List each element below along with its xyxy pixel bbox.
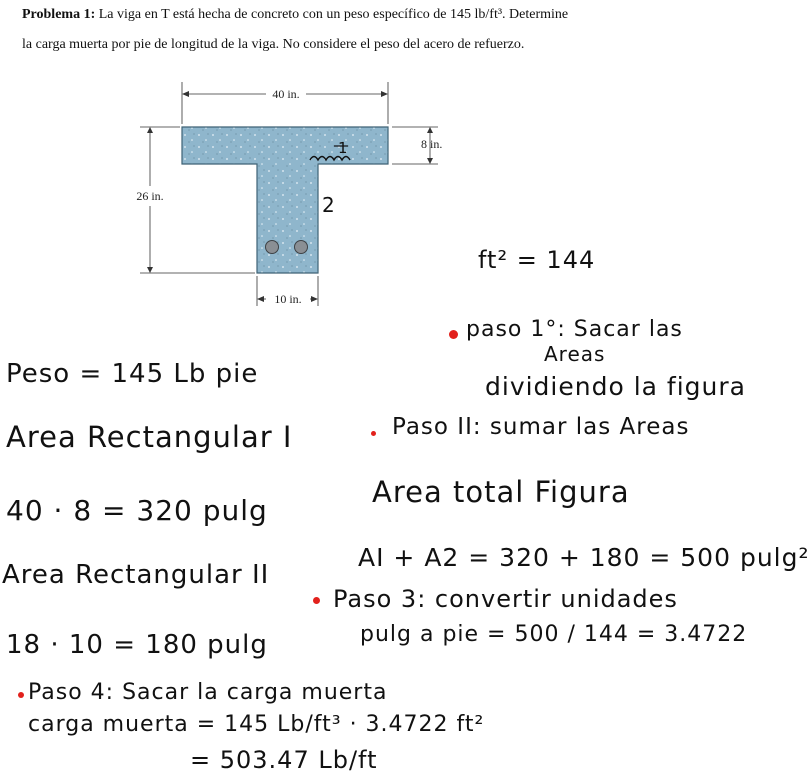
- bullet-paso3: [313, 597, 320, 604]
- dim-40in: 40 in.: [272, 87, 300, 101]
- bullet-paso4: [18, 692, 24, 698]
- t-beam-figure: [0, 0, 730, 320]
- note-area-rect1: Area Rectangular I: [6, 420, 293, 454]
- dim-26in: 26 in.: [136, 189, 164, 203]
- note-result: = 503.47 Lb/ft: [190, 746, 378, 774]
- note-paso1-c: dividiendo la figura: [485, 372, 746, 401]
- problem-line-2: la carga muerta por pie de longitud de la viga. No considere el peso del acero de refuerzo.: [22, 37, 525, 52]
- dim-10in: 10 in.: [274, 292, 302, 306]
- dim-8in: 8 in.: [421, 137, 443, 151]
- note-paso4: Paso 4: Sacar la carga muerta: [28, 680, 388, 705]
- bullet-paso1: [449, 330, 458, 339]
- note-paso3: Paso 3: convertir unidades: [333, 585, 678, 613]
- rebar-left: [266, 241, 279, 254]
- section-label-1: 1: [338, 139, 348, 157]
- note-area-rect2: Area Rectangular II: [2, 560, 270, 590]
- bullet-paso2: [371, 431, 376, 436]
- note-paso2: Paso II: sumar las Areas: [392, 414, 690, 440]
- note-peso: Peso = 145 Lb pie: [6, 359, 259, 389]
- note-paso1-a: paso 1°: Sacar las: [466, 317, 683, 342]
- problem-text-1: La viga en T está hecha de concreto con un peso específico de 145 lb/ft³. Determine: [95, 7, 569, 22]
- note-calc2: 18 · 10 = 180 pulg: [6, 630, 268, 660]
- note-area-total: Area total Figura: [372, 475, 630, 509]
- note-sum: AI + A2 = 320 + 180 = 500 pulg²: [358, 543, 810, 572]
- note-ft2: ft² = 144: [478, 246, 596, 274]
- note-conv: pulg a pie = 500 / 144 = 3.4722: [360, 622, 748, 647]
- problem-label: Problema 1:: [22, 7, 96, 22]
- note-carga: carga muerta = 145 Lb/ft³ · 3.4722 ft²: [28, 712, 485, 737]
- rebar-right: [295, 241, 308, 254]
- note-calc1: 40 · 8 = 320 pulg: [6, 494, 268, 527]
- t-beam-section: [182, 127, 388, 273]
- note-paso1-b: Areas: [544, 342, 606, 366]
- section-label-2: 2: [322, 193, 335, 217]
